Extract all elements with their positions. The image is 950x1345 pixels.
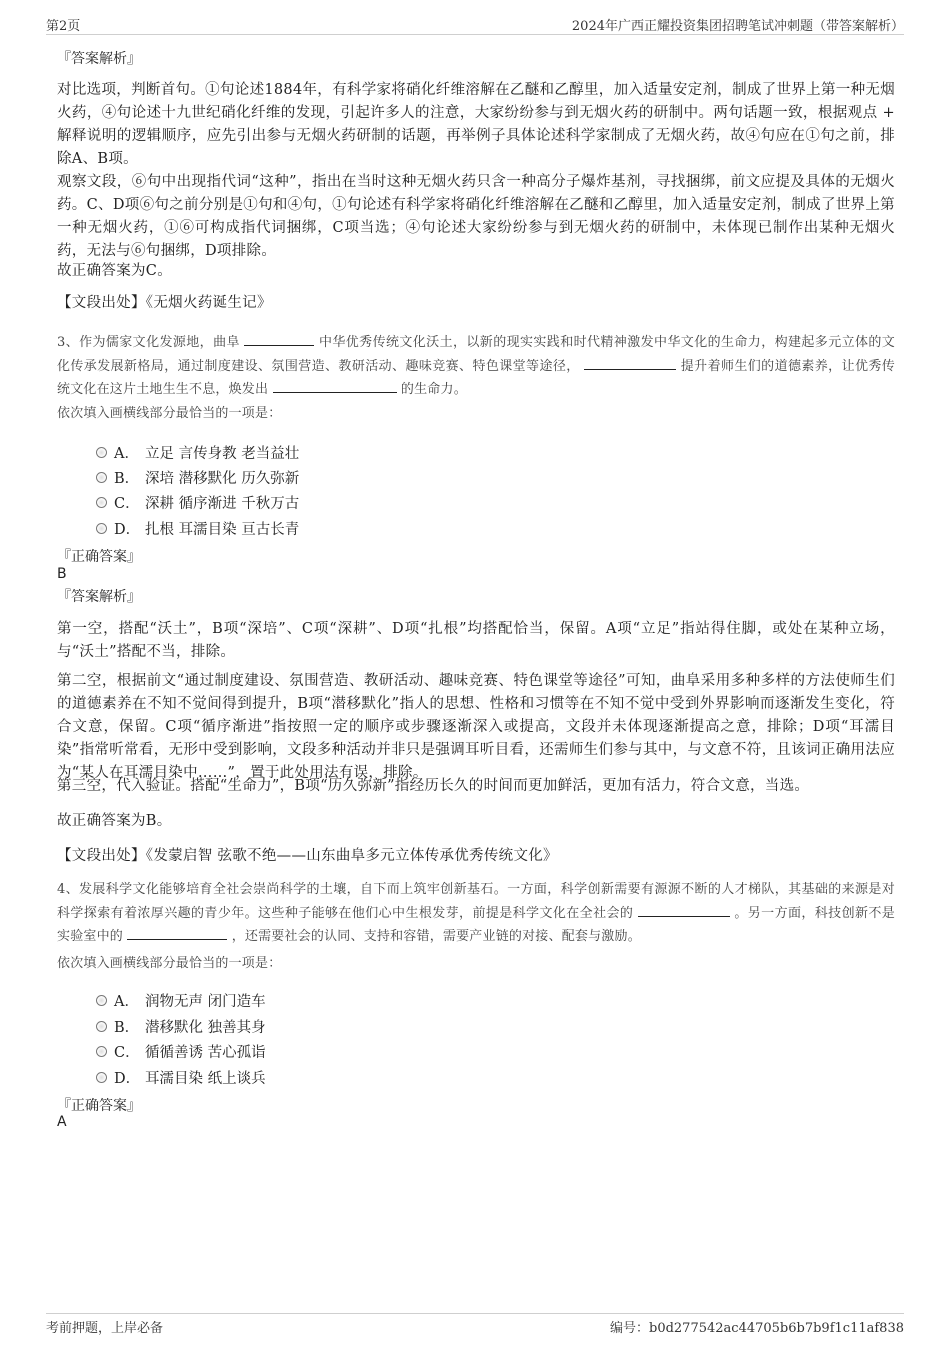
analysis-paragraph: 第二空，根据前文“通过制度建设、氛围营造、教研活动、趣味竞赛、特色课堂等途径”可知，曲阜采用多种多样的方法使师生们的道德素养在不知不觉间得到提升，B项“潜移默化”指人的思想、性格和习惯等在不知不觉中受到外界影响而逐渐发生变化，符合文意，保留。C项“循序渐进”指按照一定的顺序或步骤逐渐深入或提高，文段并未体现逐渐提高之意，排除；D项“耳濡目染”指常听常看，无形中受到影响，文段多种活动并非只是强调耳听目看，还需师生们参与其中，与文意不符，且该词正确用法应为“某人在耳濡目染中……”，置于此处用法有误，排除。 bbox=[57, 673, 895, 781]
blank-line bbox=[244, 331, 314, 346]
question-prompt: 依次填入画横线部分最恰当的一项是： bbox=[57, 956, 282, 971]
blank-line bbox=[638, 902, 730, 917]
analysis-paragraph: 观察文段，⑥句中出现指代词“这种”，指出在当时这种无烟火药只含一种高分子爆炸基剂，寻找捆绑，前文应提及具体的无烟火药。C、D项⑥句之前分别是①句和④句，①句论述有科学家将硝化纤维溶解在乙醚和乙醇里，加入适量安定剂，制成了世界上第一种无烟火药，①⑥可构成指代词捆绑，C项当选；④句论述大家纷纷参与到无烟火药的研制中，未体现已制作出某种无烟火药，无法与⑥句捆绑，D项排除。 bbox=[57, 174, 895, 259]
radio-button[interactable] bbox=[96, 1021, 107, 1032]
document-id: 编号：b0d277542ac44705b6b7b9f1c11af838 bbox=[610, 1321, 904, 1336]
footer-slogan: 考前押题，上岸必备 bbox=[46, 1321, 164, 1336]
radio-button[interactable] bbox=[96, 523, 107, 534]
blank-line bbox=[273, 378, 397, 393]
page-number: 第2页 bbox=[46, 19, 81, 34]
correct-answer: A bbox=[57, 1114, 67, 1130]
radio-button[interactable] bbox=[96, 497, 107, 508]
question-3-stem: 3、作为儒家文化发源地，曲阜 中华优秀传统文化沃土，以新的现实实践和时代精神激发中华文化的生命力，构建起多元立体的文化传承发展新格局，通过制度建设、氛围营造、教研活动、趣味竞赛、特色课堂等途径， 提升着师生们的道德素养，让优秀传统文化在这片土地生生不息，焕发出 的生命力。 bbox=[57, 331, 895, 402]
analysis-label: 『答案解析』 bbox=[57, 589, 141, 605]
blank-line bbox=[584, 355, 676, 370]
radio-button[interactable] bbox=[96, 472, 107, 483]
passage-source: 【文段出处】《无烟火药诞生记》 bbox=[57, 295, 272, 311]
blank-line bbox=[127, 925, 227, 940]
radio-button[interactable] bbox=[96, 1046, 107, 1057]
question-4-stem: 4、发展科学文化能够培育全社会崇尚科学的土壤，自下而上筑牢创新基石。一方面，科学创新需要有源源不断的人才梯队，其基础的来源是对科学探索有着浓厚兴趣的青少年。这些种子能够在他们心中生根发芽，前提是科学文化在全社会的 。另一方面，科技创新不是实验室中的 ，还需要社会的认同、支持和容错，需要产业链的对接、配套与激励。 bbox=[57, 882, 895, 944]
radio-button[interactable] bbox=[96, 995, 107, 1006]
radio-button[interactable] bbox=[96, 1072, 107, 1083]
correct-answer: B bbox=[57, 566, 67, 582]
page-footer bbox=[46, 1313, 904, 1336]
correct-answer-label: 『正确答案』 bbox=[57, 1098, 141, 1114]
analysis-paragraph: 对比选项，判断首句。①句论述1884年，有科学家将硝化纤维溶解在乙醚和乙醇里，加入适量安定剂，制成了世界上第一种无烟火药，④句论述十九世纪硝化纤维的发现，引起许多人的注意，大家纷纷参与到无烟火药的研制中。两句话题一致，根据观点 + 解释说明的逻辑顺序，应先引出参与无烟火药研制的话题，再举例子具体论述科学家制成了无烟火药，故④句应在①句之前，排除A、B项。 bbox=[57, 82, 895, 167]
analysis-label: 『答案解析』 bbox=[57, 51, 141, 67]
correct-answer-label: 『正确答案』 bbox=[57, 549, 141, 565]
answer-conclusion: 故正确答案为C。 bbox=[57, 263, 172, 279]
passage-source: 【文段出处】《发蒙启智 弦歌不绝——山东曲阜多元立体传承优秀传统文化》 bbox=[57, 848, 558, 864]
answer-conclusion: 故正确答案为B。 bbox=[57, 813, 172, 829]
question-prompt: 依次填入画横线部分最恰当的一项是： bbox=[57, 406, 282, 421]
page-header bbox=[46, 14, 904, 35]
radio-button[interactable] bbox=[96, 447, 107, 458]
analysis-paragraph: 第三空，代入验证。搭配“生命力”，B项“历久弥新”指经历长久的时间而更加鲜活，更加有活力，符合文意，当选。 bbox=[57, 778, 810, 794]
document-title: 2024年广西正耀投资集团招聘笔试冲刺题（带答案解析） bbox=[571, 19, 904, 34]
analysis-paragraph: 第一空，搭配“沃土”，B项“深培”、C项“深耕”、D项“扎根”均搭配恰当，保留。A项“立足”指站得住脚，或处在某种立场，与“沃土”搭配不当，排除。 bbox=[57, 621, 895, 660]
